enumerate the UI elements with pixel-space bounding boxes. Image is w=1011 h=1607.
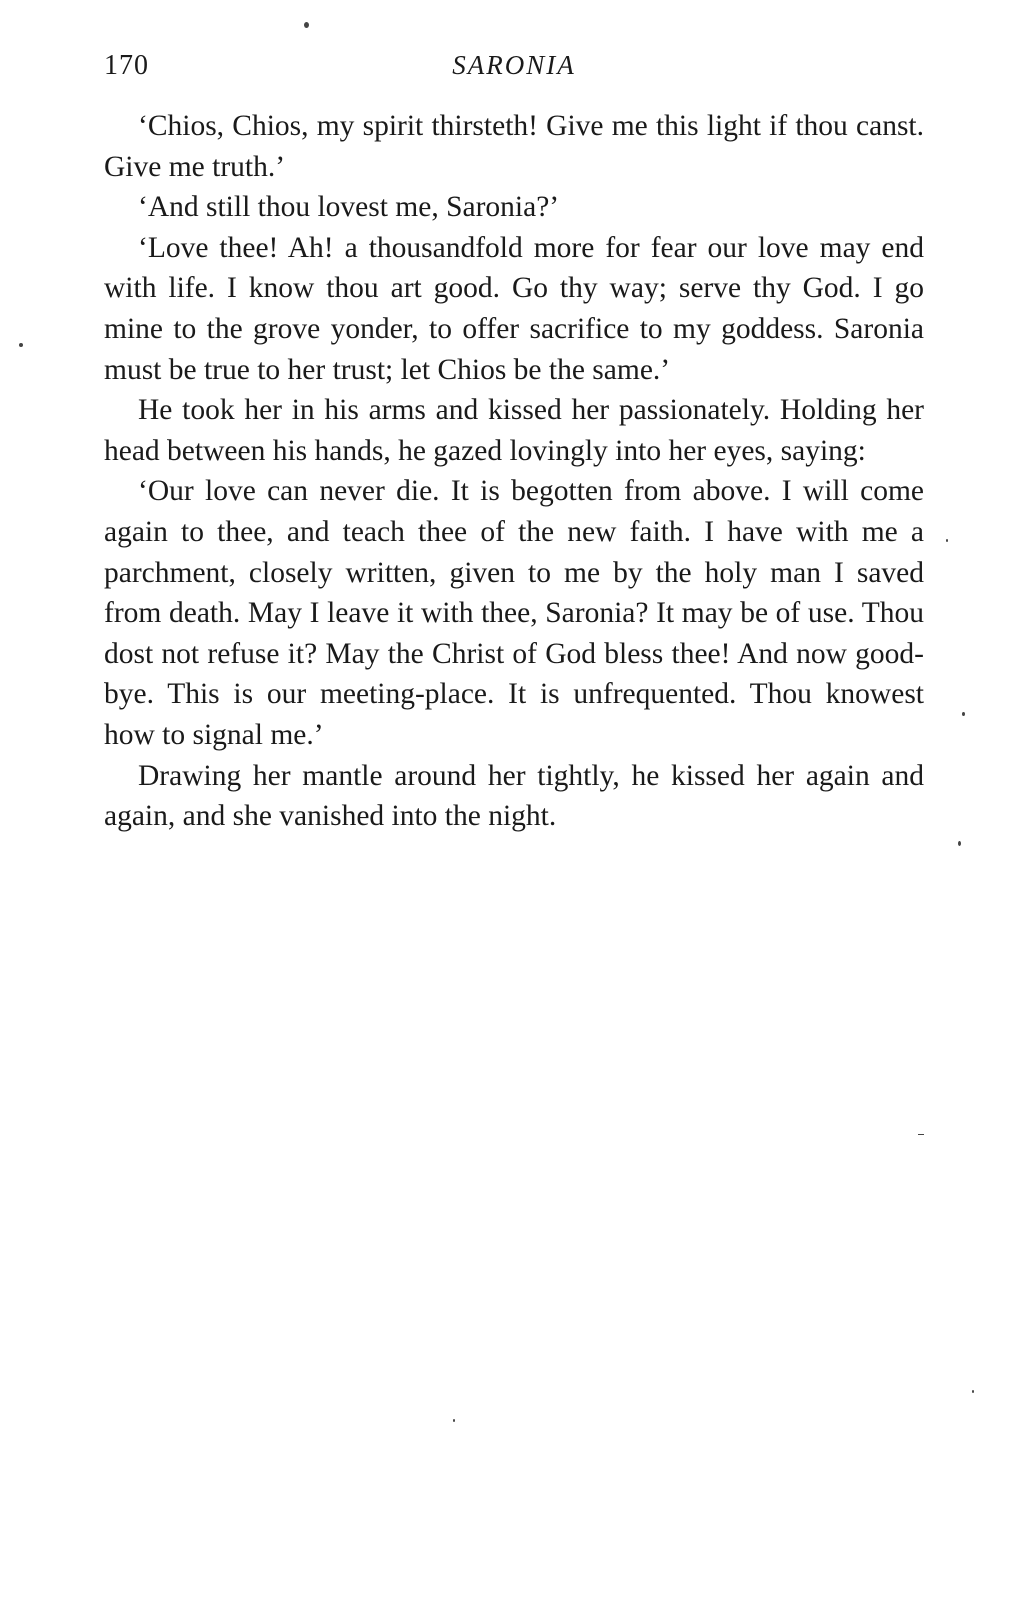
scan-speck <box>946 539 948 542</box>
scan-speck <box>19 343 23 347</box>
paragraph: Drawing her mantle around her tightly, he kissed her again and again, and she vanished into the night. <box>104 759 924 833</box>
body-text <box>104 106 924 837</box>
paragraph: ‘Chios, Chios, my spirit thirsteth! Give me this light if thou canst. Give me truth.’ <box>104 110 924 183</box>
scan-speck <box>958 841 961 846</box>
scan-speck <box>972 1390 974 1393</box>
scan-speck <box>962 712 965 716</box>
page-number: 170 <box>104 50 149 81</box>
running-title: SARONIA <box>452 50 576 80</box>
scan-speck <box>453 1419 455 1422</box>
scan-speck <box>304 22 309 28</box>
paragraph: ‘Love thee! Ah! a thousandfold more for fear our love may end with life. I know thou art good. Go thy way; serve thy God. I go mine to the grove yonder, to offer sacrifice to my goddess. Saronia must be true to her trust; let Chios be the same.’ <box>104 231 924 386</box>
paragraph: ‘Our love can never die. It is begotten from above. I will come again to thee, and teach thee of the new faith. I have with me a parchment, closely written, given to me by the holy man I saved from death. May I leave it with thee, Saronia? It may be of use. Thou dost not refuse it? May the Christ of God bless thee! And now good-bye. This is our meeting-place. It is unfrequented. Thou knowest how to signal me.’ <box>104 475 924 751</box>
scan-speck <box>918 1134 924 1135</box>
paragraph: ‘And still thou lovest me, Saronia?’ <box>138 191 560 224</box>
running-head <box>104 50 924 90</box>
paragraph: He took her in his arms and kissed her passionately. Holding her head between his hands, he gazed lovingly into her eyes, saying: <box>104 394 924 467</box>
